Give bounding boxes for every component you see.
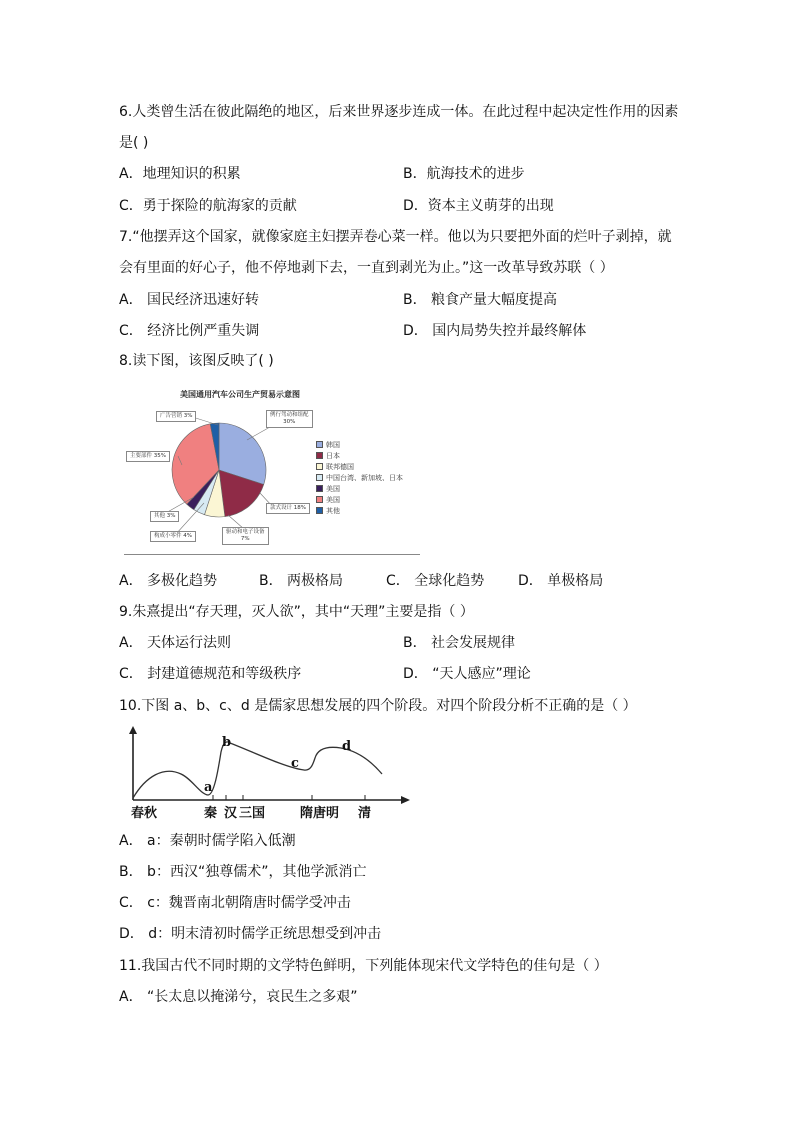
pie-chart-title: 美国通用汽车公司生产贸易示意图 bbox=[180, 390, 300, 399]
legend-item-2 bbox=[316, 463, 354, 472]
x-axis-arrow bbox=[401, 796, 410, 804]
callout-bottom-mid-label: 驱动和电子设备 bbox=[226, 529, 265, 535]
q8-option-b: B． 两极格局 bbox=[259, 573, 344, 589]
legend-swatch-6 bbox=[316, 507, 323, 514]
q7-stem-line1: 7.“他摆弄这个国家，就像家庭主妇摆弄卷心菜一样。他以为只要把外面的烂叶子剥掉，就 bbox=[119, 229, 672, 245]
callout-bottom-mid-value: 7% bbox=[240, 536, 250, 542]
q10-option-b: B． b：西汉“独尊儒术”，其他学派消亡 bbox=[119, 864, 367, 880]
axis-label-sanguo: 三国 bbox=[239, 806, 266, 821]
q9-option-d: D． “天人感应”理论 bbox=[403, 666, 531, 682]
q8-option-d: D． 单极格局 bbox=[518, 573, 604, 589]
legend-item-6 bbox=[316, 507, 340, 516]
callout-left: 主要部件 35% bbox=[126, 451, 170, 462]
legend-label-5: 美国 bbox=[326, 496, 340, 504]
confucianism-graph bbox=[126, 726, 416, 822]
q8-stem: 8.读下图，该图反映了( ) bbox=[119, 353, 274, 369]
legend-swatch-4 bbox=[316, 485, 323, 492]
q9-option-c: C． 封建道德规范和等级秩序 bbox=[119, 666, 302, 682]
callout-top-right bbox=[266, 410, 313, 428]
q7-option-c: C． 经济比例严重失调 bbox=[119, 323, 260, 339]
q11-option-a: A． “长太息以掩涕兮，哀民生之多艰” bbox=[119, 989, 358, 1005]
axis-label-chunqiu: 春秋 bbox=[131, 806, 158, 821]
q6-stem-line2: 是( ) bbox=[119, 135, 149, 151]
y-axis-arrow bbox=[129, 726, 137, 734]
point-c-label: c bbox=[291, 756, 299, 771]
callout-leader-4 bbox=[176, 503, 204, 534]
callout-bottom-right: 款式设计 18% bbox=[266, 503, 310, 514]
legend-label-2: 联邦德国 bbox=[326, 463, 354, 471]
legend-label-0: 韩国 bbox=[326, 441, 340, 449]
axis-label-suitangming: 隋唐明 bbox=[300, 806, 340, 821]
callout-top-right-label: 例行驾动和组配 bbox=[270, 412, 309, 418]
q11-stem: 11.我国古代不同时期的文学特色鲜明，下列能体现宋代文学特色的佳句是（ ） bbox=[119, 958, 608, 974]
q9-option-b: B． 社会发展规律 bbox=[403, 635, 516, 651]
legend-label-6: 其他 bbox=[326, 507, 340, 515]
point-a-label: a bbox=[204, 780, 213, 795]
axis-label-qin: 秦 bbox=[204, 806, 218, 821]
legend-swatch-3 bbox=[316, 474, 323, 481]
callout-top-left: 广告营销 3% bbox=[156, 411, 196, 422]
q10-stem: 10.下图 a、b、c、d 是儒家思想发展的四个阶段。对四个阶段分析不正确的是（ ） bbox=[119, 698, 637, 714]
point-b-label: b bbox=[222, 735, 232, 750]
q6-option-c: C．勇于探险的航海家的贡献 bbox=[119, 198, 297, 214]
legend-item-5 bbox=[316, 496, 340, 505]
axis-label-qing: 清 bbox=[358, 806, 372, 821]
figure-baseline bbox=[124, 554, 420, 555]
q6-option-a: A．地理知识的积累 bbox=[119, 166, 241, 182]
q8-option-c: C． 全球化趋势 bbox=[386, 573, 485, 589]
pie-chart-figure bbox=[122, 385, 422, 557]
legend-item-3 bbox=[316, 474, 403, 483]
legend-item-1 bbox=[316, 452, 340, 461]
q10-option-c: C． c：魏晋南北朝隋唐时儒学受冲击 bbox=[119, 895, 351, 911]
legend-swatch-1 bbox=[316, 452, 323, 459]
q9-stem: 9.朱熹提出“存天理，灭人欲”，其中“天理”主要是指（ ） bbox=[119, 604, 474, 620]
legend-item-0 bbox=[316, 441, 340, 450]
callout-bottom-left-2: 构成小零件 4% bbox=[150, 531, 196, 542]
legend-swatch-0 bbox=[316, 441, 323, 448]
q6-option-d: D．资本主义萌芽的出现 bbox=[403, 198, 554, 214]
q8-option-a: A． 多极化趋势 bbox=[119, 573, 218, 589]
callout-bottom-left-1: 其他 3% bbox=[150, 511, 179, 522]
legend-swatch-2 bbox=[316, 463, 323, 470]
q7-option-d: D． 国内局势失控并最终解体 bbox=[403, 323, 587, 339]
point-d-label: d bbox=[342, 739, 352, 754]
q10-option-d: D． d：明末清初时儒学正统思想受到冲击 bbox=[119, 926, 382, 942]
axis-label-han: 汉 bbox=[224, 806, 238, 821]
q7-option-b: B． 粮食产量大幅度提高 bbox=[403, 292, 558, 308]
legend-label-3: 中国台湾、新加坡、日本 bbox=[326, 474, 403, 482]
confucianism-graph-svg bbox=[126, 726, 416, 822]
q9-option-a: A． 天体运行法则 bbox=[119, 635, 232, 651]
legend-item-4 bbox=[316, 485, 340, 494]
q6-stem-line1: 6.人类曾生活在彼此隔绝的地区，后来世界逐步连成一体。在此过程中起决定性作用的因素 bbox=[119, 104, 679, 120]
legend-label-4: 美国 bbox=[326, 485, 340, 493]
q7-stem-line2: 会有里面的好心子，他不停地剥下去，一直到剥光为止。”这一改革导致苏联（ ） bbox=[119, 260, 614, 276]
q10-option-a: A． a：秦朝时儒学陷入低潮 bbox=[119, 833, 296, 849]
q7-option-a: A． 国民经济迅速好转 bbox=[119, 292, 260, 308]
legend-swatch-5 bbox=[316, 496, 323, 503]
legend-label-1: 日本 bbox=[326, 452, 340, 460]
q6-option-b: B．航海技术的进步 bbox=[403, 166, 525, 182]
callout-top-right-value: 30% bbox=[283, 419, 296, 425]
callout-bottom-mid bbox=[222, 527, 269, 545]
